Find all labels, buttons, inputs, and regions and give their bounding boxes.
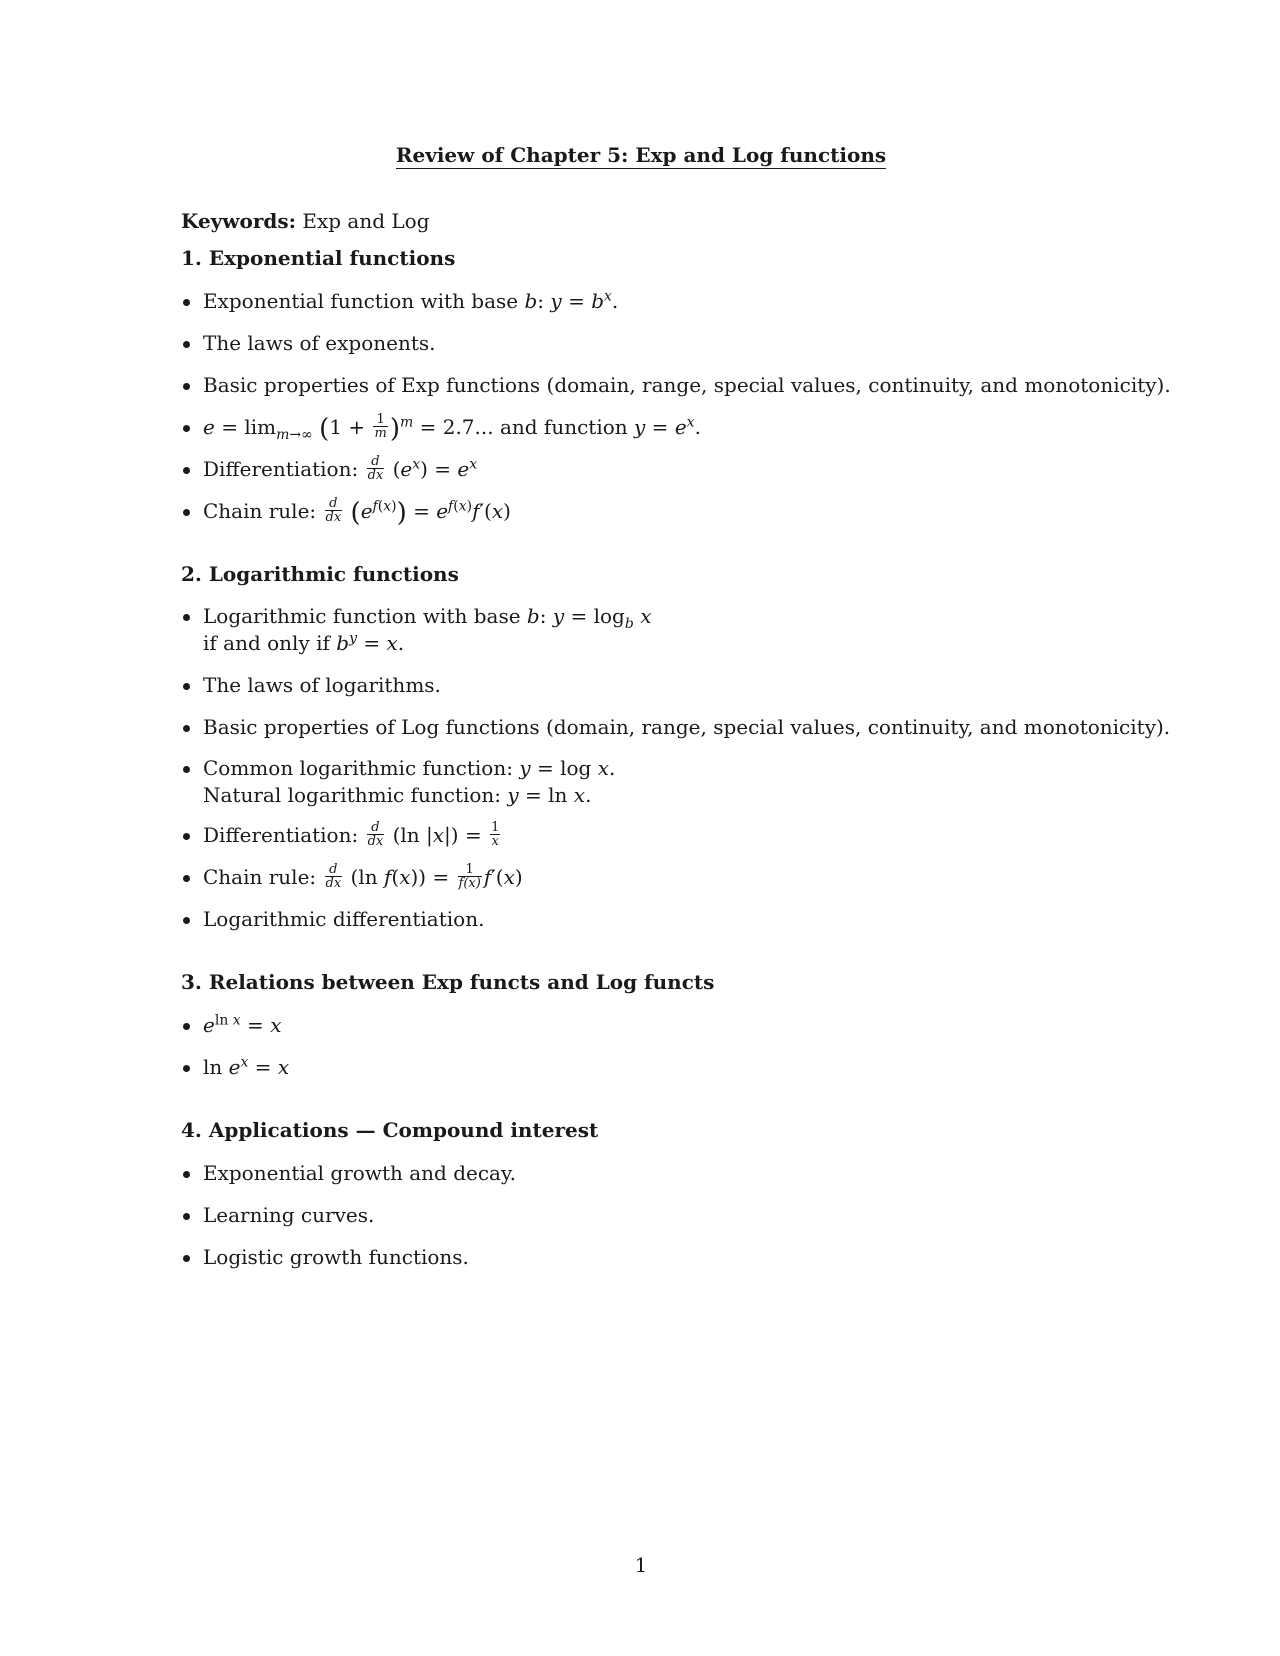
list-item: $e^{ln x} = x$ xyxy=(203,1012,282,1037)
list-item: Logarithmic function with base b: $y = \log_b x$ if and only if $b^y = x$. xyxy=(203,604,652,655)
list-item: Chain rule: $\frac{d}{dx}$ $(e^{f(x)}) = e^{f(x)}f'(x)$ xyxy=(203,496,511,528)
list-item: $e = \lim_{m\to\infty} (1$ + $\frac{1}{m}$ )$^m$ = 2.7... and function $y = e^x$. xyxy=(203,412,701,444)
list-item: $\ln e^x = x$ xyxy=(203,1054,290,1079)
list-item: Logistic growth functions. xyxy=(203,1245,469,1269)
list-item: Learning curves. xyxy=(203,1203,375,1227)
keywords-value: Exp and Log xyxy=(302,209,430,233)
list-item: Basic properties of Exp functions (domain, range, special values, continuity, and monotonicity). xyxy=(203,373,1171,397)
page-number: 1 xyxy=(634,1553,648,1577)
list-item: The laws of exponents. xyxy=(203,331,436,355)
section-heading-logarithmic: 2. Logarithmic functions xyxy=(181,562,459,586)
section-heading-relations: 3. Relations between Exp functs and Log functs xyxy=(181,970,715,994)
list-item: Logarithmic differentiation. xyxy=(203,907,485,931)
section-heading-applications: 4. Applications — Compound interest xyxy=(181,1118,599,1142)
document-title: Review of Chapter 5: Exp and Log functions xyxy=(395,143,887,167)
list-item: Exponential growth and decay. xyxy=(203,1161,516,1185)
list-item: Differentiation: $\frac{d}{dx}$ (ln |x|) = $\frac{1}{x}$ xyxy=(203,820,500,849)
list-item: Chain rule: $\frac{d}{dx}$ (ln f(x)) = $\frac{1}{f(x)}$ f′(x) xyxy=(203,862,523,891)
list-item: Basic properties of Log functions (domain, range, special values, continuity, and monotonicity). xyxy=(203,715,1171,739)
document-page xyxy=(181,0,1171,1656)
list-item: The laws of logarithms. xyxy=(203,673,441,697)
list-item: Common logarithmic function: y = log x. Natural logarithmic function: y = ln x. xyxy=(203,756,616,807)
keywords-line xyxy=(181,209,430,233)
list-item: Differentiation: $\frac{d}{dx}$ $(e^x) = e^x$ xyxy=(203,454,478,483)
list-item: Exponential function with base b: $y = b^x$. xyxy=(203,288,619,313)
section-heading-exponential: 1. Exponential functions xyxy=(181,246,456,270)
keywords-label: Keywords: xyxy=(181,209,297,233)
